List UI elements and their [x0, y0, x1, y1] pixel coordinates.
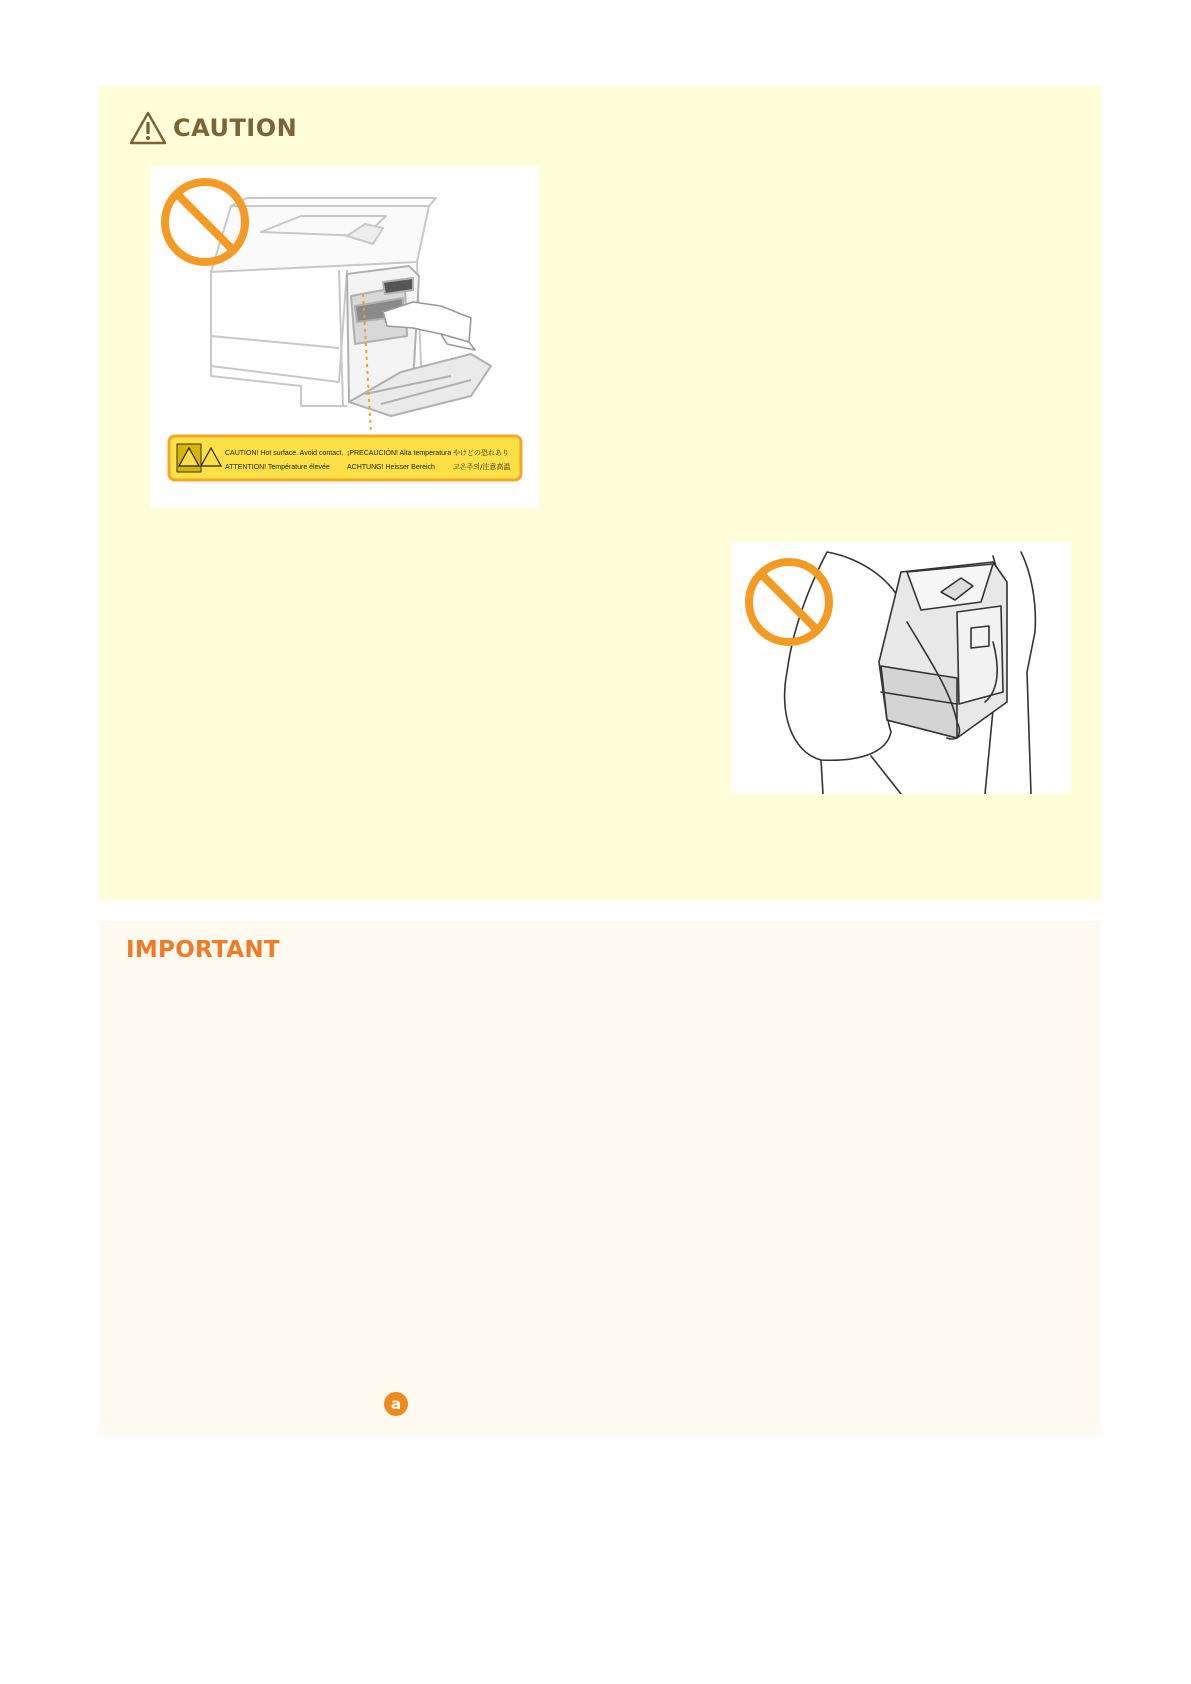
caution-heading	[129, 110, 297, 146]
svg-text:ATTENTION! Température élevée	[225, 464, 330, 471]
important-box	[99, 921, 1101, 1435]
caution-title: CAUTION	[173, 114, 298, 142]
caution-box	[99, 86, 1101, 901]
svg-text:やけどの恐れあり	[453, 448, 509, 457]
svg-text:ACHTUNG! Heisser Bereich	[347, 464, 435, 471]
hot-surface-warning-label	[169, 436, 521, 480]
important-title: IMPORTANT	[126, 937, 280, 963]
label-attention-fr: ATTENTION! Température élevée	[225, 464, 330, 471]
svg-text:CAUTION! Hot surface. Avoid co	[225, 450, 344, 457]
callout-marker-a: a	[384, 1392, 408, 1416]
label-caution-en: CAUTION! Hot surface. Avoid contact.	[225, 450, 344, 457]
label-caution-ja: やけどの恐れあり	[453, 449, 509, 457]
label-achtung-de: ACHTUNG! Heisser Bereich	[347, 464, 435, 471]
svg-text:¡PRECAUCIÓN! Alta temperatura	[347, 448, 451, 457]
lifting-illustration	[731, 542, 1071, 794]
svg-text:고온주의/注意高温	[453, 462, 510, 471]
label-caution-ko-zh: 고온주의/注意高温	[453, 463, 511, 471]
warning-triangle-icon	[129, 111, 167, 145]
label-precaucion-es: ¡PRECAUCIÓN! Alta temperatura	[347, 450, 452, 457]
hot-surface-illustration	[151, 166, 539, 508]
